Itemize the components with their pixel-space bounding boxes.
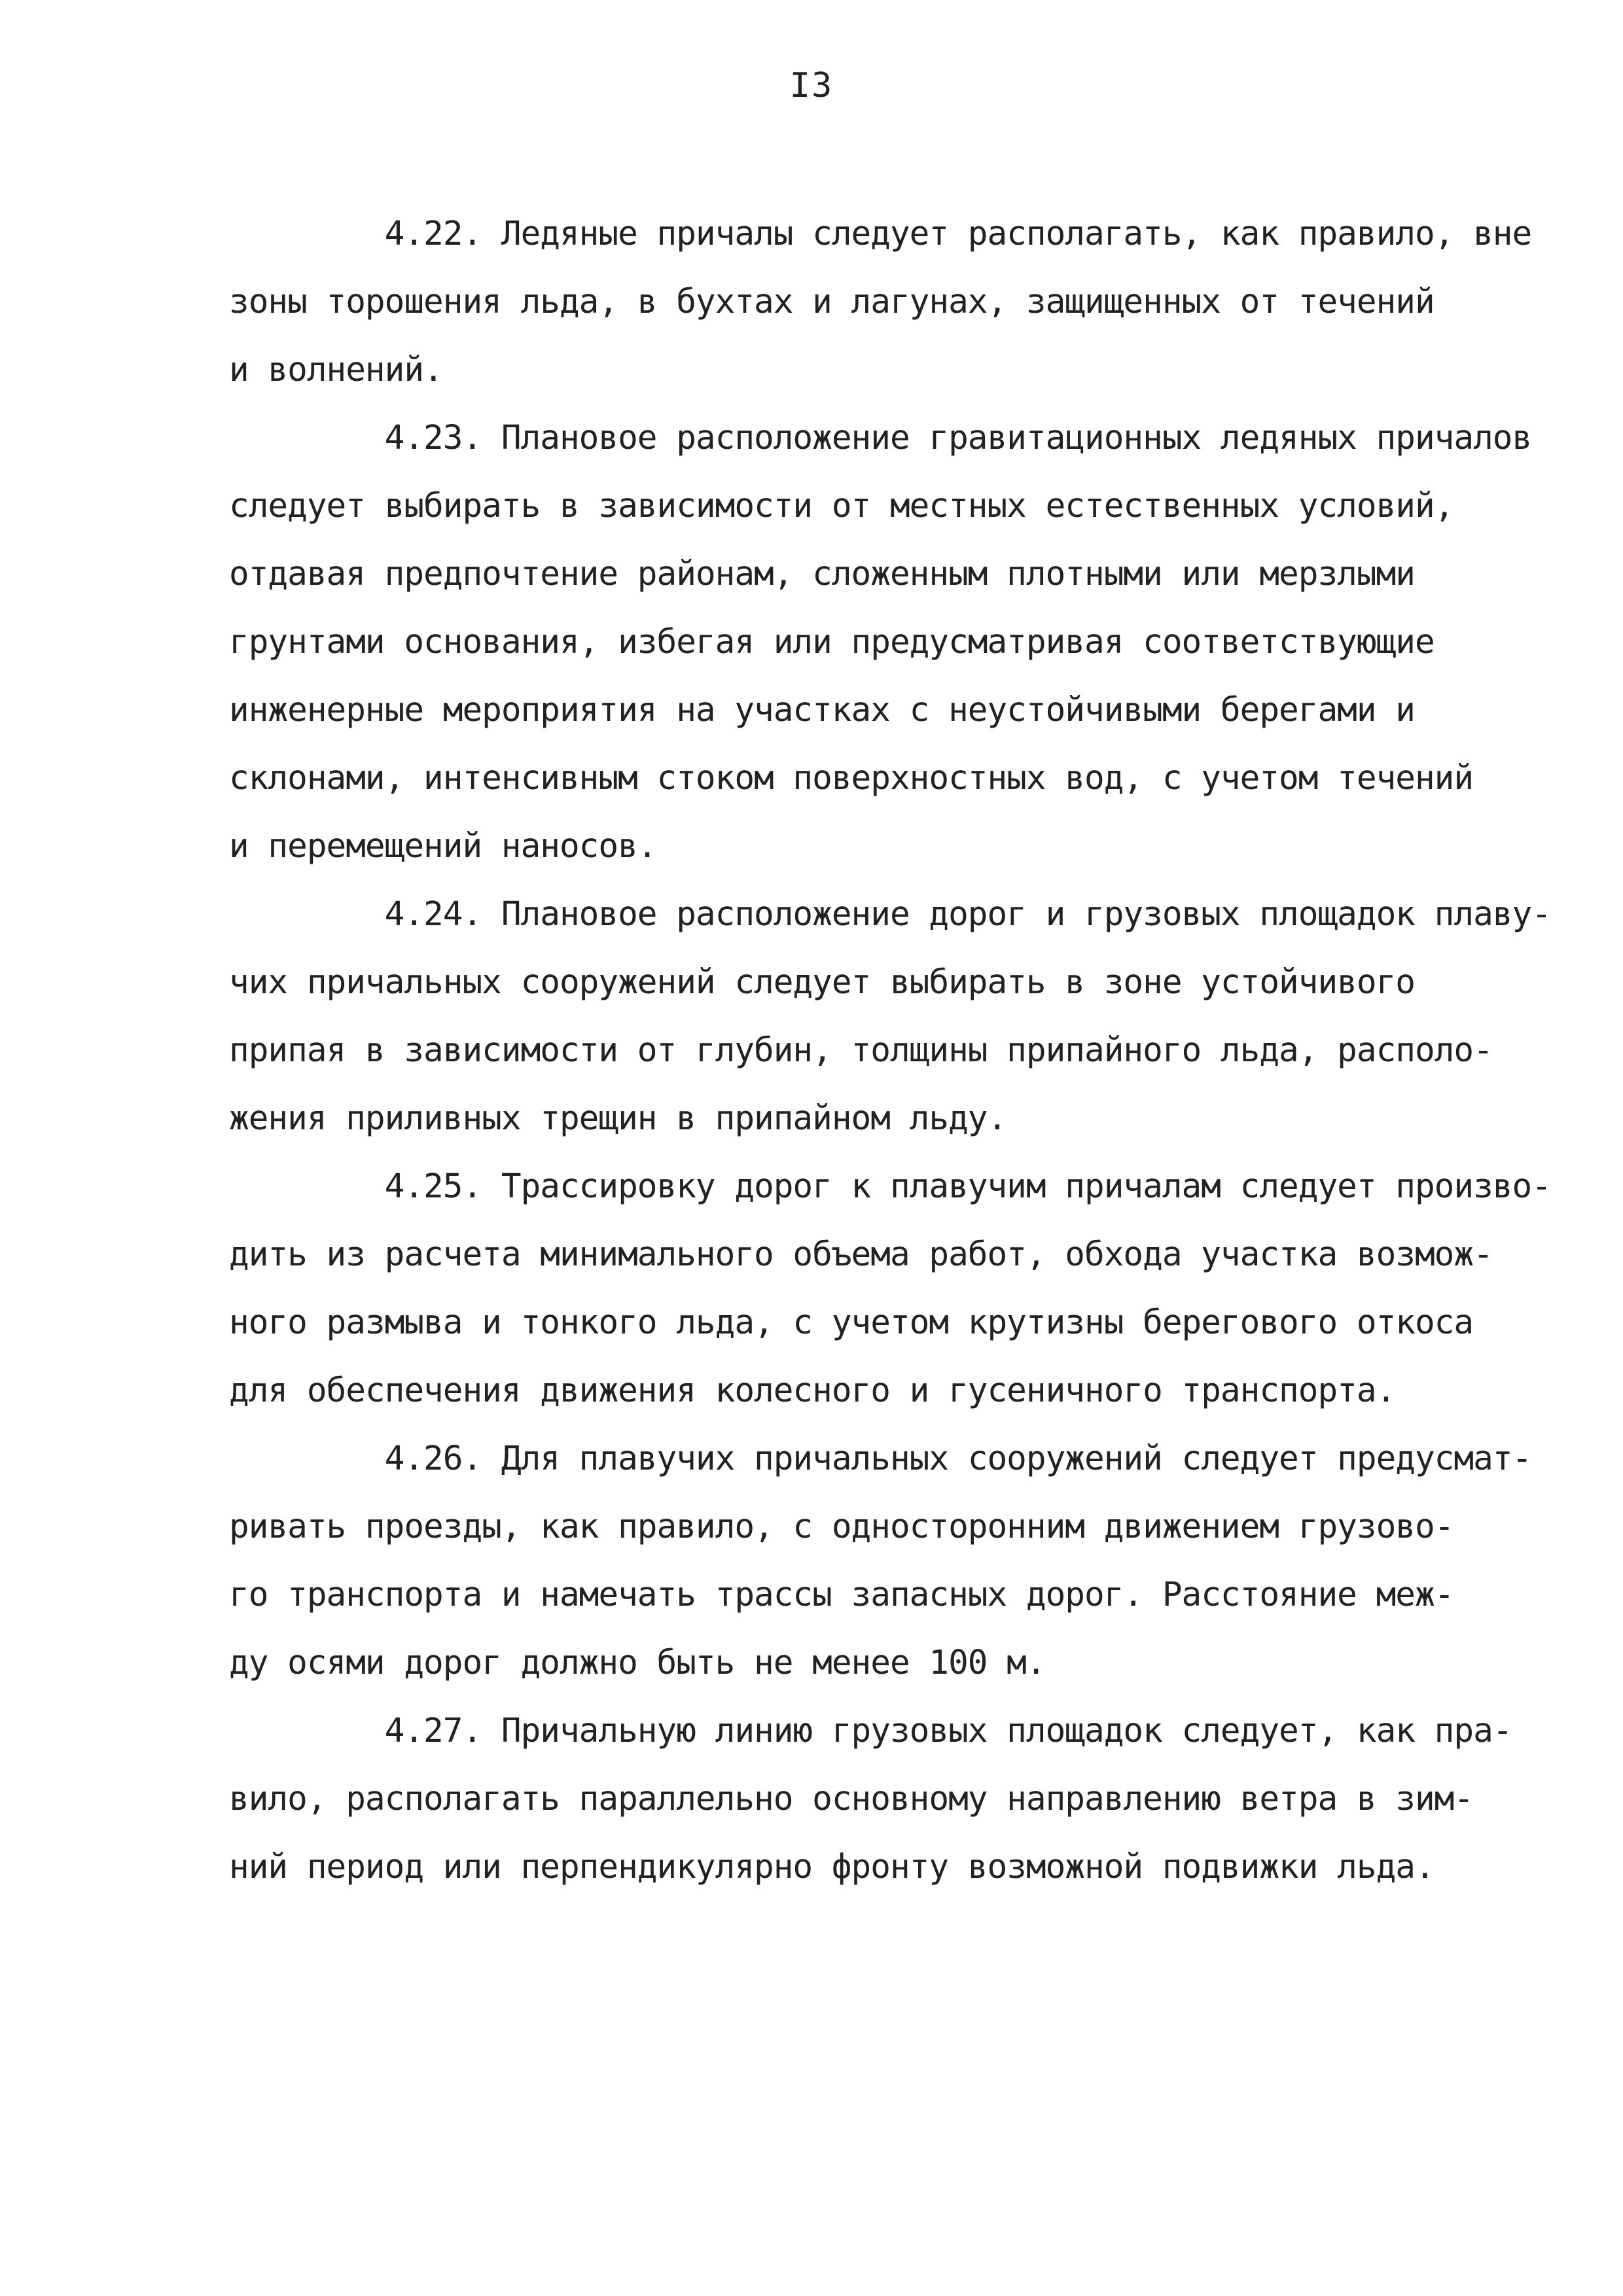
paragraph-line: зоны торошения льда, в бухтах и лагунах, защищенных от течений [229,283,1435,321]
paragraph-4-23 [229,404,1532,881]
paragraph-4-24 [229,881,1551,1153]
paragraph-4-22 [229,200,1532,404]
paragraph-line: жения приливных трещин в припайном льду. [229,1099,1007,1138]
paragraph-line: склонами, интенсивным стоком поверхностных вод, с учетом течений [229,759,1474,798]
paragraph-line: го транспорта и намечать трассы запасных дорог. Расстояние меж- [229,1576,1454,1614]
paragraph-line: 4.22. Ледяные причалы следует располагать, как правило, вне [229,215,1532,253]
paragraph-line: следует выбирать в зависимости от местных естественных условий, [229,487,1454,525]
paragraph-line: для обеспечения движения колесного и гусеничного транспорта. [229,1371,1396,1410]
paragraph-line: 4.23. Плановое расположение гравитационных ледяных причалов [229,419,1532,457]
paragraph-line: припая в зависимости от глубин, толщины припайного льда, располо- [229,1031,1493,1070]
paragraph-line: ного размыва и тонкого льда, с учетом крутизны берегового откоса [229,1303,1474,1342]
paragraph-line: и перемещений наносов. [229,827,657,866]
paragraph-line: чих причальных сооружений следует выбирать в зоне устойчивого [229,963,1415,1002]
paragraph-line: дить из расчета минимального объема работ, обхода участка возмож- [229,1235,1493,1274]
paragraph-4-27 [229,1697,1525,1901]
paragraph-line: 4.25. Трассировку дорог к плавучим причалам следует произво- [229,1167,1551,1206]
paragraph-line: ривать проезды, как правило, с односторонним движением грузово- [229,1508,1454,1546]
document-body [229,200,1551,1901]
paragraph-line: ду осями дорог должно быть не менее 100 м. [229,1644,1046,1682]
paragraph-line: ний период или перпендикулярно фронту возможной подвижки льда. [229,1848,1435,1886]
paragraph-line: 4.24. Плановое расположение дорог и грузовых площадок плаву- [229,895,1551,934]
paragraph-4-25 [229,1153,1551,1425]
page-number: I3 [789,66,834,105]
paragraph-line: 4.27. Причальную линию грузовых площадок следует, как пра- [229,1712,1512,1750]
paragraph-line: отдавая предпочтение районам, сложенным плотными или мерзлыми [229,555,1415,593]
paragraph-line: 4.26. Для плавучих причальных сооружений следует предусмат- [229,1439,1532,1478]
paragraph-line: грунтами основания, избегая или предусматривая соответствующие [229,623,1435,662]
paragraph-4-26 [229,1425,1532,1697]
paragraph-line: вило, располагать параллельно основному направлению ветра в зим- [229,1780,1474,1818]
paragraph-line: инженерные мероприятия на участках с неустойчивыми берегами и [229,691,1415,730]
paragraph-line: и волнений. [229,351,443,389]
